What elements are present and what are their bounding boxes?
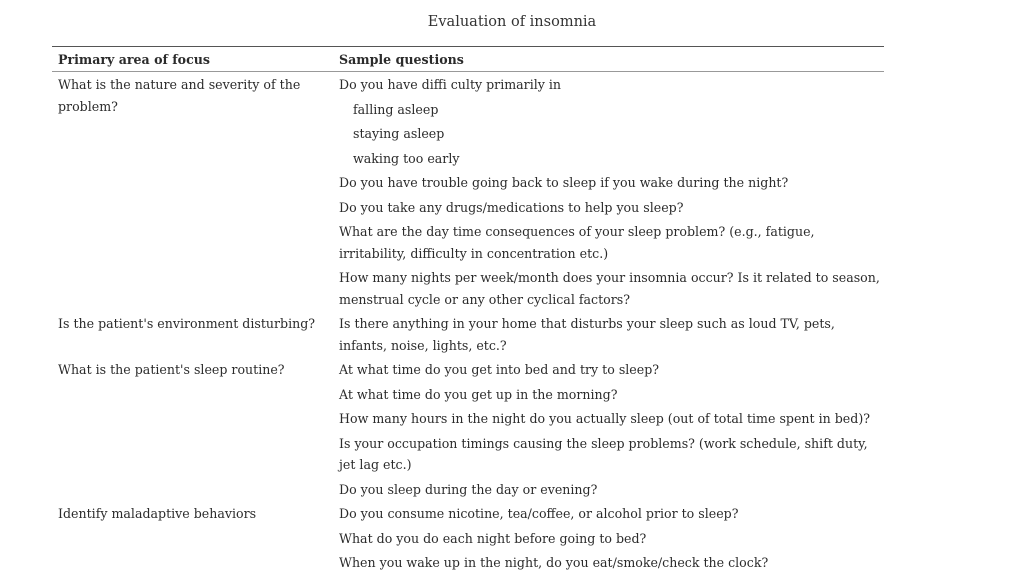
question: When you wake up in the night, do you eat/smoke/check the clock? [339, 555, 769, 570]
insomnia-evaluation-table [52, 46, 884, 575]
focus-cell: Is the patient's environment disturbing? [58, 316, 316, 331]
question: Do you have trouble going back to sleep if you wake during the night? [339, 175, 789, 190]
table-row [52, 311, 884, 357]
question: At what time do you get into bed and try to sleep? [339, 362, 660, 377]
question: How many hours in the night do you actually sleep (out of total time spent in bed)? [339, 411, 870, 426]
question: What are the day time consequences of your sleep problem? (e.g., fatigue, irritability, difficulty in concentration etc.) [339, 224, 815, 261]
question: Is your occupation timings causing the sleep problems? (work schedule, shift duty, jet lag etc.) [339, 435, 868, 472]
questions-cell [339, 311, 884, 357]
question: Is there anything in your home that disturbs your sleep such as loud TV, pets, infants, noise, lights, etc.? [339, 316, 835, 353]
questions-cell [339, 357, 884, 501]
question-sub-item: waking too early [353, 150, 460, 166]
focus-cell: Identify maladaptive behaviors [58, 506, 257, 521]
header-primary-area-of-focus: Primary area of focus [58, 51, 210, 67]
focus-cell: What is the nature and severity of the problem? [58, 77, 301, 114]
focus-cell: What is the patient's sleep routine? [58, 362, 285, 377]
header-sample-questions: Sample questions [339, 51, 464, 67]
question-sub-item: falling asleep [353, 101, 439, 117]
question: What do you do each night before going to bed? [339, 530, 647, 546]
question: Do you have diffi culty primarily in [339, 77, 562, 92]
table-row [52, 357, 884, 501]
question: Do you take any drugs/medications to help you sleep? [339, 199, 684, 215]
questions-cell [339, 501, 884, 575]
table-row [52, 72, 884, 311]
table-header-row [52, 47, 884, 72]
table-title: Evaluation of insomnia [427, 14, 597, 30]
questions-cell [339, 72, 884, 311]
question: Do you sleep during the day or evening? [339, 481, 598, 497]
question-sub-item: staying asleep [353, 126, 445, 141]
question: How many nights per week/month does your insomnia occur? Is it related to season, menstrual cycle or any other cyclical factors? [339, 270, 880, 307]
table-row [52, 501, 884, 575]
question: Do you consume nicotine, tea/coffee, or alcohol prior to sleep? [339, 506, 739, 521]
question: At what time do you get up in the morning? [339, 386, 618, 402]
